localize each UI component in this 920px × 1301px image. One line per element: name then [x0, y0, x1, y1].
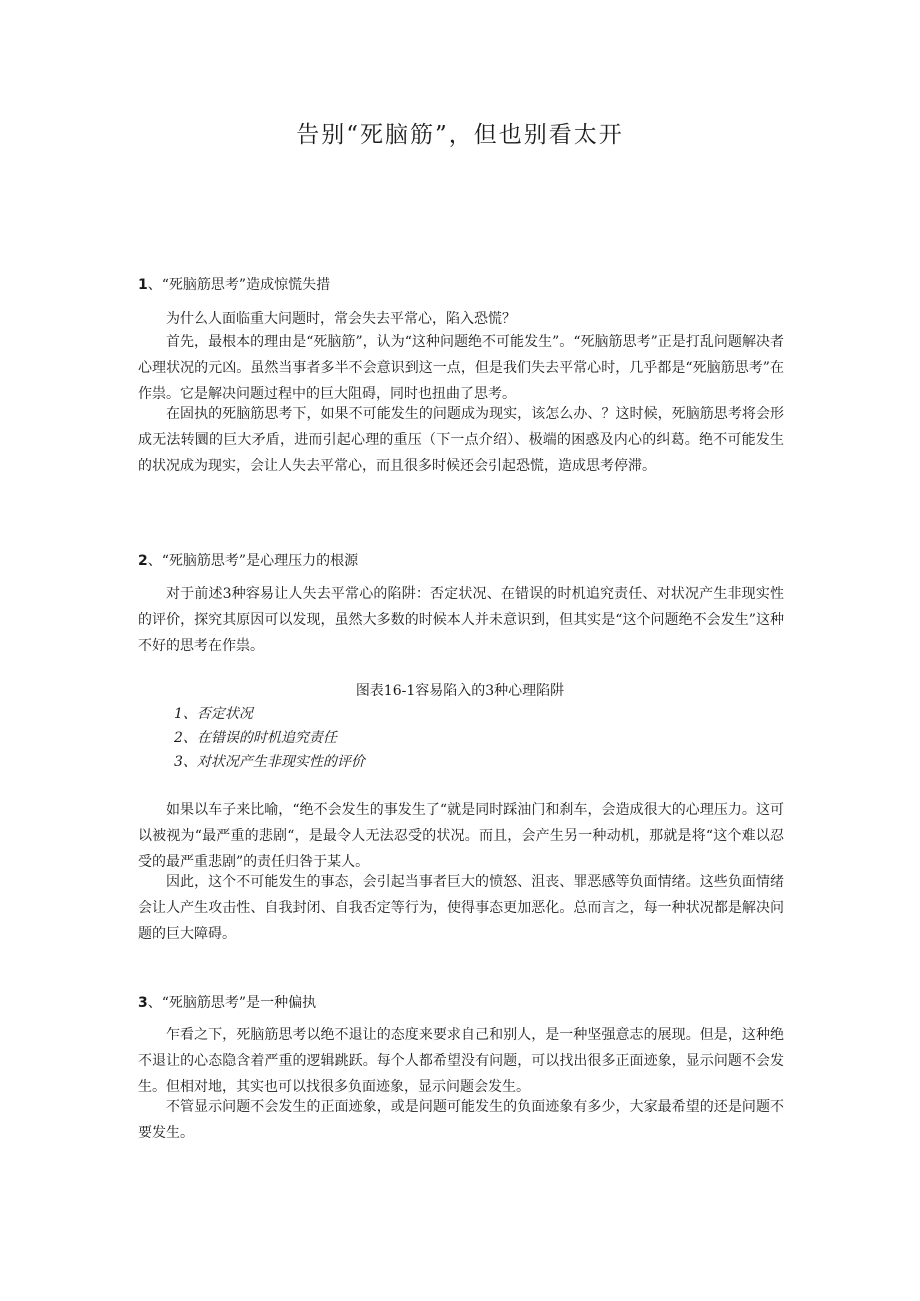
- section-heading-text: 、“死脑筋思考”造成惊慌失措: [147, 277, 331, 293]
- list-item: 1、否定状况: [174, 706, 253, 722]
- paragraph: 如果以车子来比喻，“绝不会发生的事发生了“就是同时踩油门和刹车，会造成很大的心理压力。这可以被视为“最严重的悲剧“，是最令人无法忍受的状况。而且，会产生另一种动机，那就是将“这个难以忍受的最严重悲剧”的责任归咎于某人。: [138, 802, 784, 870]
- paragraph: 因此，这个不可能发生的事态，会引起当事者巨大的愤怒、沮丧、罪恶感等负面情绪。这些负面情绪会让人产生攻击性、自我封闭、自我否定等行为，使得事态更加恶化。总而言之，每一种状况都是解决问题的巨大障碍。: [138, 874, 784, 942]
- section-number: 3: [138, 995, 148, 1011]
- section-number: 1: [138, 277, 148, 293]
- trap-list: [174, 702, 365, 774]
- section-heading-text: 、“死脑筋思考”是一种偏执: [147, 995, 317, 1011]
- paragraph: 首先，最根本的理由是“死脑筋”，认为“这种问题绝不可能发生”。“死脑筋思考”正是打乱问题解决者心理状况的元凶。虽然当事者多半不会意识到这一点，但是我们失去平常心时，几乎都是“死脑筋思考”在作祟。它是解决问题过程中的巨大阻碍，同时也扭曲了思考。: [138, 334, 784, 402]
- list-item: 3、对状况产生非现实性的评价: [174, 754, 365, 770]
- paragraph: 不管显示问题不会发生的正面迹象，或是问题可能发生的负面迹象有多少，大家最希望的还是问题不要发生。: [138, 1099, 784, 1141]
- figure-caption: 图表16-1容易陷入的3种心理陷阱: [355, 683, 565, 699]
- paragraph: 乍看之下，死脑筋思考以绝不退让的态度来要求自己和别人，是一种坚强意志的展现。但是，这种绝不退让的心态隐含着严重的逻辑跳跃。每个人都希望没有问题，可以找出很多正面迹象，显示问题不会发生。但相对地，其实也可以找很多负面迹象，显示问题会发生。: [138, 1027, 784, 1095]
- section-heading-text: 、“死脑筋思考”是心理压力的根源: [147, 553, 359, 569]
- section-heading: [138, 992, 316, 1012]
- paragraph: 对于前述3种容易让人失去平常心的陷阱：否定状况、在错误的时机追究责任、对状况产生非现实性的评价，探究其原因可以发现，虽然大多数的时候本人并未意识到，但其实是“这个问题绝不会发生”这种不好的思考在作祟。: [138, 586, 784, 654]
- list-item: 2、在错误的时机追究责任: [174, 730, 337, 746]
- page-title: 告别“死脑筋”，但也别看太开: [296, 122, 624, 148]
- section-heading: [138, 274, 330, 294]
- section-number: 2: [138, 553, 148, 569]
- section-heading: [138, 550, 358, 570]
- paragraph: 在固执的死脑筋思考下，如果不可能发生的问题成为现实，该怎么办、？这时候，死脑筋思考将会形成无法转圜的巨大矛盾，进而引起心理的重压（下一点介绍）、极端的困惑及内心的纠葛。绝不可能发生的状况成为现实，会让人失去平常心，而且很多时候还会引起恐慌，造成思考停滞。: [138, 406, 784, 474]
- paragraph: 为什么人面临重大问题时，常会失去平常心，陷入恐慌？: [166, 311, 516, 327]
